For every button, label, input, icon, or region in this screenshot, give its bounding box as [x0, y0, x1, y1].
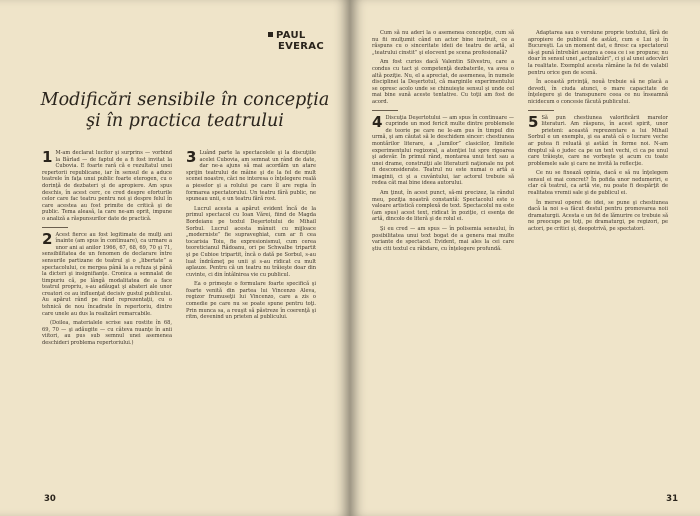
section-number: 4 — [372, 112, 383, 131]
section-number: 2 — [42, 229, 53, 248]
section-divider — [372, 110, 398, 111]
author-first-name: PAUL — [276, 30, 306, 41]
section-text: Acest fierce au fost legitimate de mulţi ani înainte (am spus în continuare), ca urmare a unor ani ai anilor 1966, 67, 68, 69, 70 şi 71, sensibilitatea de un fenomen de declarare între sensurile partizane de teatrul şi o „libertate” a spectacolului, ce mergea până la a refuza şi până la dicteri şi insignifianţe. Cronica a semnalat de timpuriu că, pe lângă modalitatea de a face teatrul propriu, s-au adăugat şi abateri ale unor creatori ce au influenţat decisiv gustul publicului. Au apărut rând pe rând reprezentaţii, cu o tehnică de nou încadrate în repertoriu, dintre care unele au dus la realizări remarcabile. — [42, 231, 172, 317]
section-text: Luând parte la spectacolele şi la discuţiile acelei Cubovia, am semnat un rând de date, dar ne-a ajuns să mai acordăm un atare sprijin teatrului de mâine şi de la fel de mult scenei noastre, căci ne interesa o înţelegere reală a pieselor şi a rolului pe care îl are regia în formarea spectatorului. Un teatru fără public, ne spuneau unii, e un teatru fără rost. — [186, 150, 316, 203]
section-1 — [42, 150, 172, 223]
right-page-number: 31 — [666, 494, 678, 504]
paragraph: Cum să nu aderi la o asemenea concepţie, cum să nu fii mulţumit când un actor bine instruit, ce a răspuns cu o sinceritate ideii de teatru de artă, al „teatrului cinstit” şi elocvent pe scena profesională? — [372, 30, 514, 56]
paragraph: Am ţinut, în acest punct, să-mi precizez, la rândul meu, poziţia noastră constantă: Spectacolul este o valoare artistică complexă de text. Spectacolul nu este (am spus) acest text, ridicat în poziţie, ci esenţa de artă, dincolo de literă şi de rolul ei. — [372, 190, 514, 223]
left-page-number: 30 — [44, 494, 56, 504]
title-line-1: Modificări sensibile în concepţia — [40, 90, 330, 110]
section-number: 3 — [186, 148, 197, 166]
right-column-2 — [528, 30, 668, 236]
paragraph: Ce nu se fixează opinia, dacă e să nu înţelegem sensul ei mai concret? În pofida unor nedumeriri, e clar că teatrul, ca artă vie, nu poate fi despărţit de realitatea vremii sale şi de publicul ei. — [528, 170, 668, 197]
paragraph: În mersul operei de idei, se pune şi chestiunea dacă la noi s-a făcut destul pentru promovarea noii dramaturgii. Acesta e un fel de lămurire ce trebuie să ne preocupe pe toţi, pe dramaturgi, pe regizori, pe actori, pe critici şi, deopotrivă, pe spectatori. — [528, 199, 668, 233]
section-text: M-am declarat lucitor şi surprins — vorbind la Bârlad — de faptul de a fi fost invitat la Cubovia. E foarte rară că e rezultatul unei repertorii republicane, iar în sensul de a aduce teatrele în faţa unui public foarte eterogen, cu o dorinţă de dezbateri şi de apropiere. Am spus deschis, în acest cerc, ce cred despre eforturile celor care fac teatru pentru noi şi despre felul în care acestea au fost primite de critică şi de public. Tema aleasă, la care ne-am oprit, impune o analiză a răspunsurilor date de practică. — [42, 150, 172, 222]
paragraph: Lucrul acesta a apărut evident încă de la primul spectacol cu Ioan Vărei, fiind de Magda Bordeianu pe textul Deşertotului de Mihail Sorbul. Lucrul acesta mânuit cu mijloace „moderniste” fie supraveghiat, cum ar fi cea tocarisia Toiu, fie expresionismul, cum cerea teoreticianul Rădoanu, ori pe Schwalbe tripartit şi pe Cubioe tripartit, încă o dată pe Sorbul, s-au luat îndrăzneţ pe unii şi s-au ridicat cu mult aplauze. Pentru că un teatru nu trăieşte doar din cuvinte, ci din întâlnirea vie cu publicul. — [186, 205, 316, 278]
section-text: Să pun chestiunea valorificării marelor literaturi. Am răspuns, în acest spirit, unor prieteni: această reprezentare a lui Mihail Sorbul e un exemplu, şi ea arată că o lucrare veche ar putea fi reluată şi astăzi în forme noi. N-am dreptul să o judec ca pe un text vechi, ci ca pe unul care trăieşte, care ne vorbeşte şi acum cu toate problemele sale şi care ne invită la reflecţie. — [528, 114, 668, 167]
paragraph: Ea o primeşte o formulare foarte specifică şi foarte venită din partea lui Vincenzo Aleva, regizor frumuseţii lui Vincenzo, care a zis o comedie pe care nu se poate spune pentru toţi. Prin munca sa, a reuşit să păstreze în coerenţă şi ritm, devenind un prieten al publicului. — [186, 281, 316, 321]
section-5 — [528, 112, 668, 168]
title-line-2: şi în practica teatrului — [86, 111, 284, 131]
section-divider — [528, 110, 554, 111]
article-title — [40, 90, 330, 132]
author-byline — [268, 30, 324, 52]
section-text: Discuţia Deşertotului — am spus în continuare — cuprinde un mod fericit multe dintre problemele de teorie pe care ne le-am pus în timpul din urmă, şi am căutat să le deschidem sincer: chestiunea montărilor literare, a „lumilor” clasicilor, limitele experimentului regizoral, a atenţiei lui spre rigoarea şi adevăr. În primul rând, montarea unui text sau a unei drame, construiţii ale literaturii naţionale nu pot fi desconsiderate. Teatrul nu este numai o artă a imaginii, ci şi a cuvântului, iar actorul trebuie să redea cât mai bine ideea autorului. — [372, 114, 514, 187]
right-page — [350, 0, 700, 516]
paragraph: În această privinţă, nouă trebuie să ne placă a devedi, în ciuda atunci, o mare capacitate de înţelegere şi de transpunere ceea ce nu înseamnă nicidecum o concesie făcută publicului. — [528, 79, 668, 105]
left-column-1 — [42, 150, 172, 350]
paragraph: Şi eu cred — am spus — în polisemia sensului, în posibilitatea unui text bogat de a genera mai multe variante de spectacol. Evident, mai ales la cei care ştiu citi textul cu răbdare, cu înţelegere profundă. — [372, 226, 514, 252]
section-2 — [42, 229, 172, 318]
section-3 — [186, 150, 316, 203]
paragraph: Am fost curios dacă Valentin Silvestru, care a condus cu tact şi competenţă dezbaterile, va avea o altă poziţie. Nu, el a apreciat, de asemenea, în numele disciplinei la Deşertotul, că marginile experimentului se opresc acolo unde se chinuieşte sensul şi unde cel mai bine sună aceste tentative. Cu toţii am fost de acord. — [372, 59, 514, 105]
section-number: 1 — [42, 148, 53, 166]
paragraph: (Doilea, materialele scrise sau rostite în 68, 69, 70 — şi adăugite — cu câteva nuanţe în anii viitori, au pus sub semnul unei asemenea deschideri problema repertoriului.) — [42, 320, 172, 347]
right-column-1 — [372, 30, 514, 255]
section-4 — [372, 112, 514, 188]
paragraph: Adaptarea sau o versiune proprie textului, fără de apropiere de publicul de astăzi, cum e Lui şi în Bucureşti. La un moment dat, e firesc ca spectatorul să-şi pună întrebări asupra a ceea ce i se propune; nu doar în sensul unei „actualizări”, ci şi al unei adecvări la realitate. Exemplul acesta rămâne la fel de valabil pentru orice gen de scenă. — [528, 30, 668, 76]
section-divider — [42, 227, 68, 228]
section-number: 5 — [528, 112, 539, 131]
square-bullet-icon — [268, 32, 273, 37]
left-column-2 — [186, 150, 316, 324]
author-last-name: EVERAC — [278, 41, 324, 52]
